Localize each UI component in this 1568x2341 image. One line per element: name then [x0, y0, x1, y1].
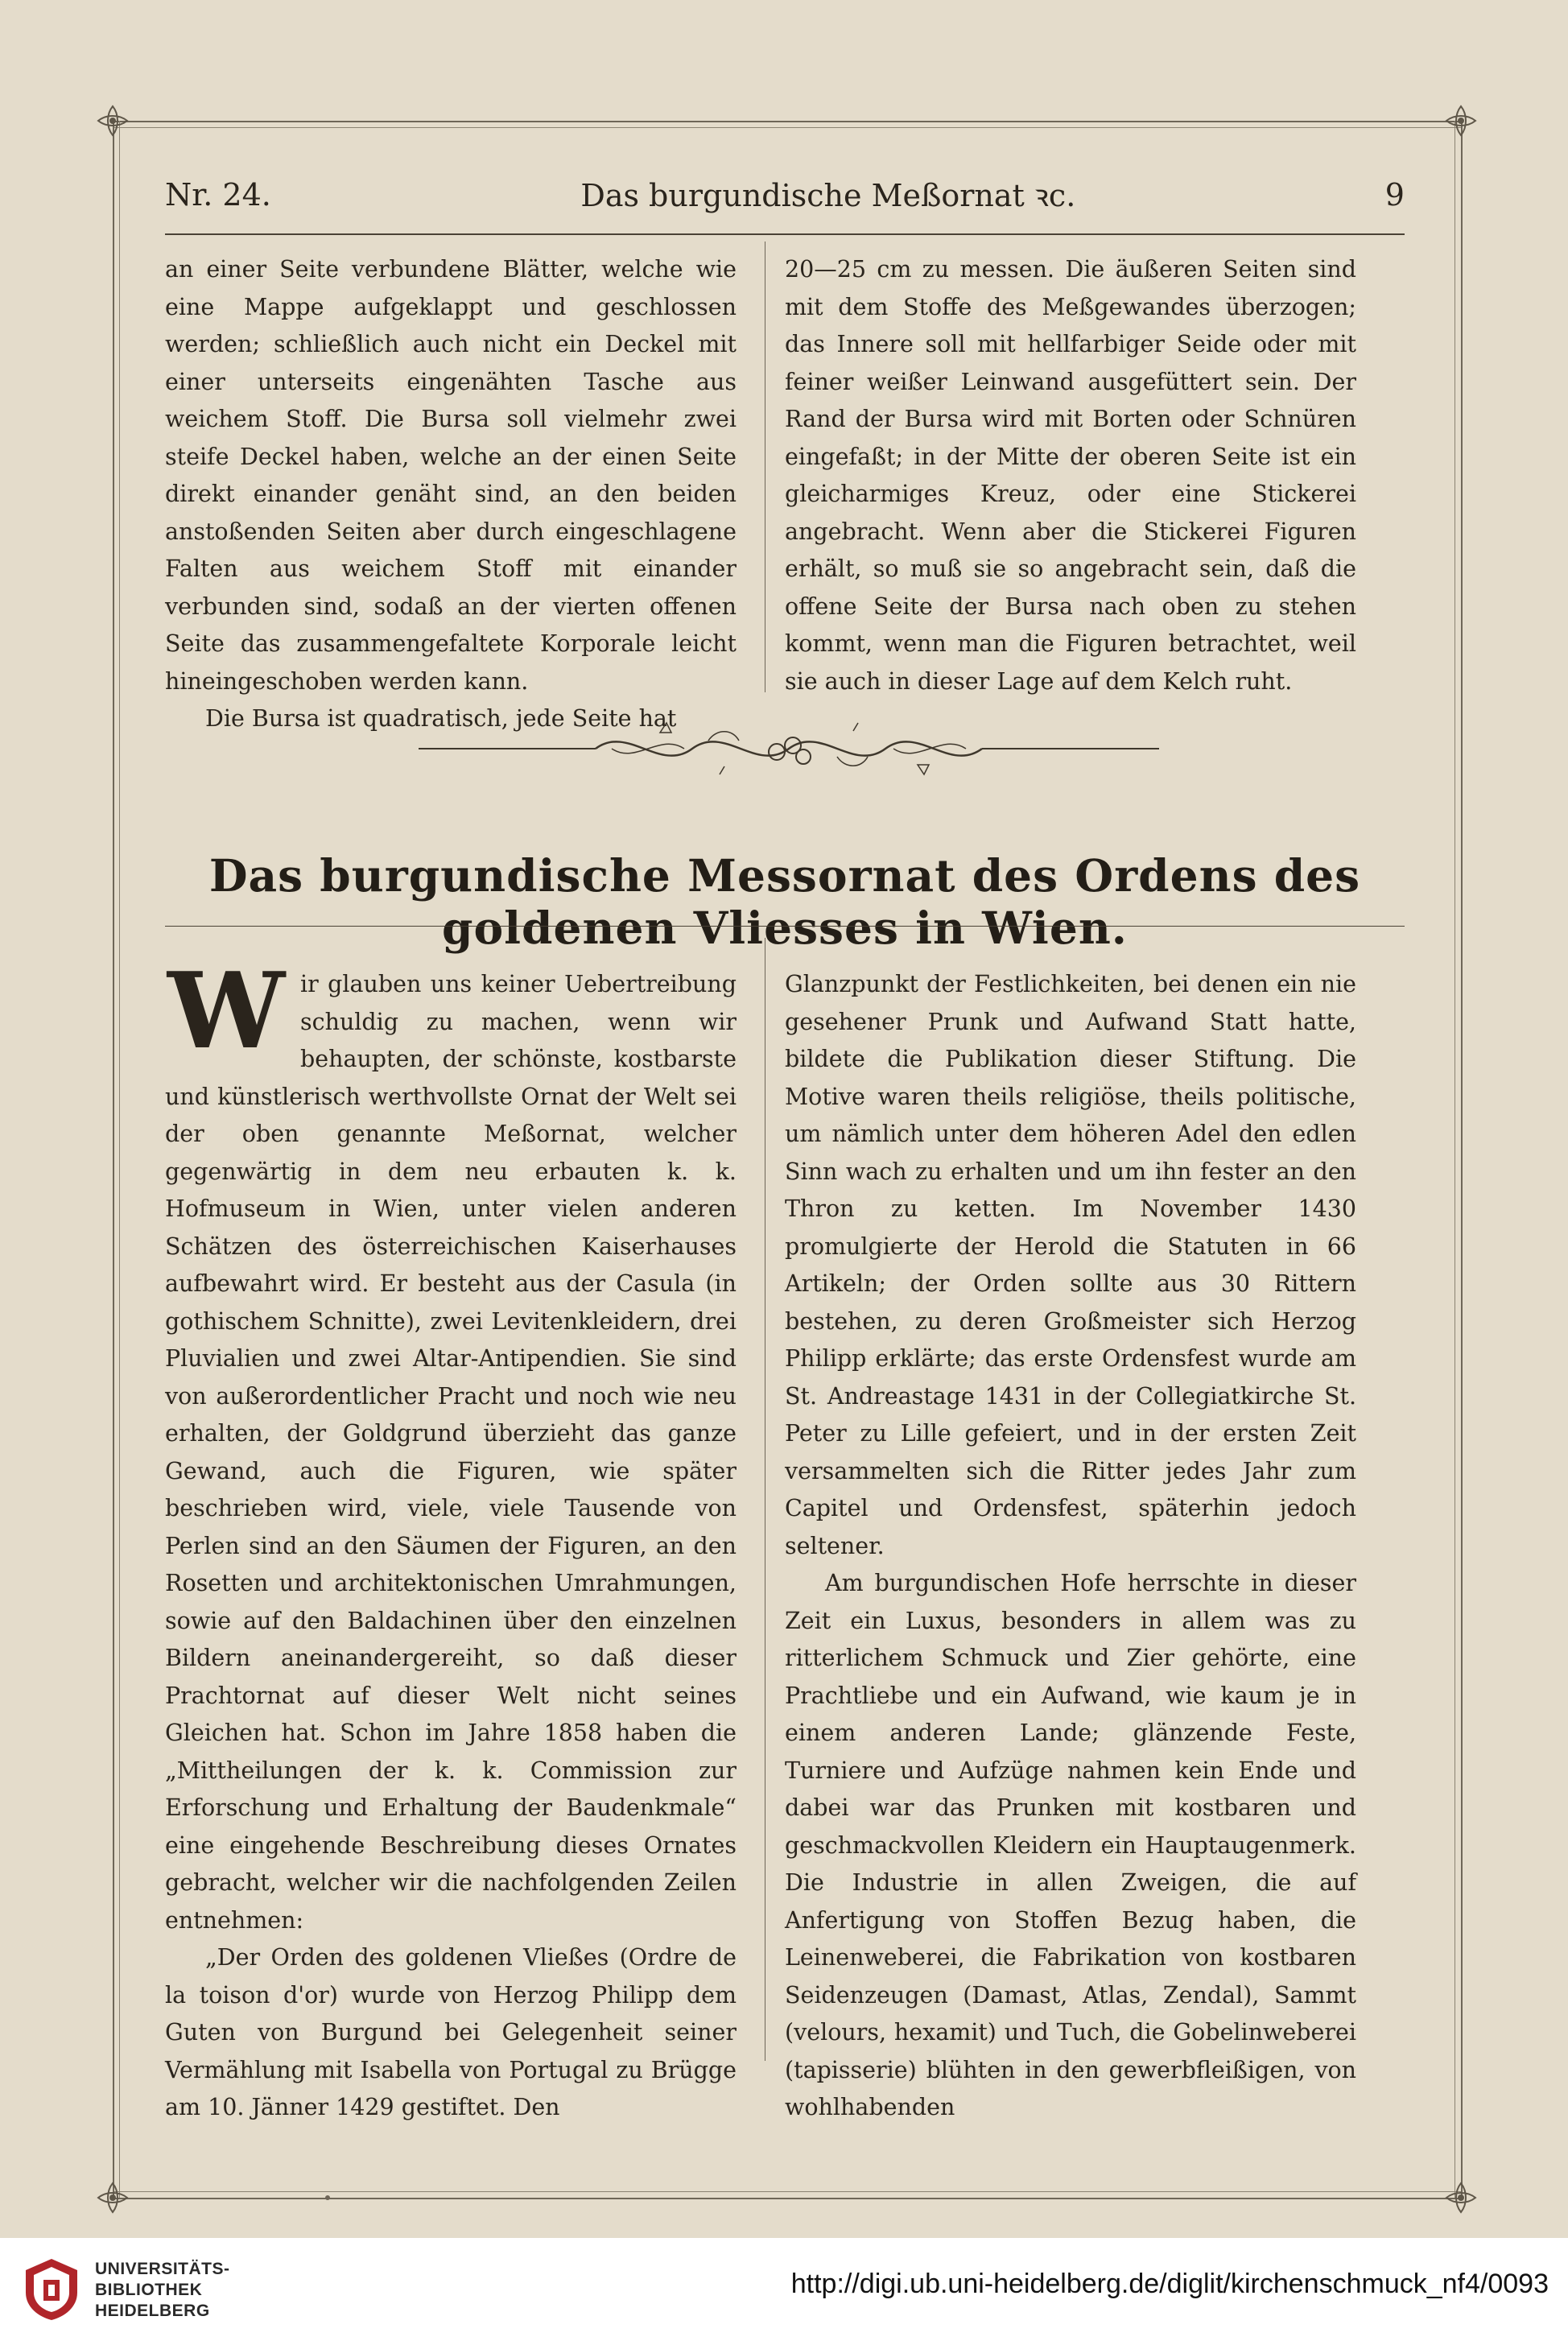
digitization-footer — [0, 2238, 1568, 2341]
header-rule — [165, 233, 1405, 235]
article-left-column — [165, 949, 737, 2127]
frame-top-rule — [113, 121, 1461, 122]
paragraph: 20—25 cm zu messen. Die äußeren Seiten sind mit dem Stoffe des Meßgewandes überzogen; das Innere soll mit hellfarbiger Seide oder mit feiner weißer Leinwand ausgefüttert sein. Der Rand der Bursa wird mit Borten oder Schnüren eingefaßt; in der Mitte der oberen Seite ist ein gleicharmiges Kreuz, oder eine Stickerei angebracht. Wenn aber die Stickerei Figuren erhält, so muß sie so angebracht sein, daß die offene Seite der Bursa nach oben zu stehen kommt, wenn man die Figuren betrachtet, weil sie auch in dieser Lage auf dem Kelch ruht. — [785, 256, 1356, 695]
running-title: Das burgundische Meßornat ꝛc. — [580, 178, 1076, 213]
top-left-column — [165, 251, 737, 738]
paragraph: „Der Orden des goldenen Vließes (Ordre de la toison d'or) wurde von Herzog Philipp dem Guten von Burgund bei Gelegenheit seiner Vermählung mit Isabella von Portugal zu Brügge am 10. Jänner 1429 gestiftet. Den — [165, 1944, 737, 2120]
frame-bottom-rule-inner — [113, 2191, 1461, 2192]
frame-top-rule-inner — [113, 127, 1461, 128]
frame-left-rule-inner — [119, 121, 120, 2198]
source-url[interactable]: http://digi.ub.uni-heidelberg.de/diglit/kirchenschmuck_nf4/0093 — [790, 2269, 1549, 2299]
running-header — [165, 171, 1405, 219]
corner-ornament-icon — [95, 103, 130, 138]
paragraph: an einer Seite verbundene Blätter, welche wie eine Mappe aufgeklappt und geschlossen werden; schließlich auch nicht ein Deckel mit einer unterseits eingenähten Tasche aus weichem Stoff. Die Bursa soll vielmehr zwei steife Deckel haben, welche an der einen Seite direkt einander genäht sind, an den beiden anstoßenden Seiten aber durch eingeschlagene Falten aus weichem Stoff mit einander verbunden sind, sodaß an der vierten offenen Seite das zusammengefaltete Korporale leicht hineingeschoben werden kann. — [165, 256, 737, 695]
corner-ornament-icon — [1443, 2180, 1479, 2215]
frame-bottom-rule — [113, 2198, 1461, 2199]
paragraph: Glanzpunkt der Festlichkeiten, bei denen ein nie gesehener Prunk und Aufwand Statt hatte, bildete die Publikation dieser Stiftung. Die Motive waren theils religiöse, theils politische, um nämlich unter dem höheren Adel den edlen Sinn wach zu erhalten und um ihn fester an den Thron zu ketten. Im November 1430 promulgierte der Herold die Statuten in 66 Artikeln; der Orden sollte aus 30 Rittern bestehen, zu deren Großmeister sich Herzog Philipp erklärte; das erste Ordensfest wurde am St. Andreastage 1431 in der Collegiatkirche St. Peter zu Lille gefeiert, und in der ersten Zeit versammelten sich die Ritter jedes Jahr zum Capitel und Ordensfest, späterhin jedoch seltener. — [785, 971, 1356, 1559]
article-right-column — [785, 966, 1356, 2127]
library-name: UNIVERSITÄTS- BIBLIOTHEK HEIDELBERG — [95, 2260, 230, 2320]
university-seal-icon — [19, 2256, 84, 2323]
drop-cap: W — [167, 949, 285, 1072]
print-mark — [325, 2195, 330, 2200]
top-right-column — [785, 251, 1356, 700]
article-title: Das burgundische Messornat des Ordens des goldenen Vliesses in Wien. — [208, 849, 1361, 954]
frame-left-rule — [113, 121, 114, 2198]
paragraph: Die Bursa ist quadratisch, jede Seite hat — [205, 705, 677, 732]
title-rule — [165, 926, 1405, 927]
paragraph: Am burgundischen Hofe herrschte in dieser Zeit ein Luxus, besonders in allem was zu ritterlichem Schmuck und Zier gehörte, eine Prachtliebe und ein Aufwand, wie kaum je in einem anderen Lande; glänzende Feste, Turniere und Aufzüge nahmen kein Ende und dabei war das Prunken mit kostbaren und geschmackvollen Kleidern ein Hauptaugenmerk. Die Industrie in allen Zweigen, die auf Anfertigung von Stoffen Bezug haben, die Leinenweberei, die Fabrikation von kostbaren Seidenzeugen (Damast, Atlas, Zendal), Sammt (velours, hexamit) und Tuch, die Gobelinweberei (tapisserie) blühten in den gewerbfleißigen, von wohlhabenden — [785, 1570, 1356, 2120]
paragraph: ir glauben uns keiner Uebertreibung schuldig zu machen, wenn wir behaupten, der schönste, kostbarste und künstlerisch werthvollste Ornat der Welt sei der oben genannte Meßornat, welcher gegenwärtig in dem neu erbauten k. k. Hofmuseum in Wien, unter vielen anderen Schätzen des österreichischen Kaiserhauses aufbewahrt wird. Er besteht aus der Casula (in gothischem Schnitte), zwei Levitenkleidern, drei Pluvialien und zwei Altar-Antipendien. Sie sind von außerordentlicher Pracht und noch wie neu erhalten, der Goldgrund überzieht das ganze Gewand, auch die Figuren, wie später beschrieben wird, viele, viele Tausende von Perlen sind an den Säumen der Figuren, an den Rosetten und architektonischen Umrahmungen, sowie auf den Baldachinen über den einzelnen Bildern aneinandergereiht, so daß dieser Prachtornat auf dieser Welt nicht seines Gleichen hat. Schon im Jahre 1858 haben die „Mittheilungen der k. k. Commission zur Erforschung und Erhaltung der Baudenkmale“ eine eingehende Beschreibung dieses Ornates gebracht, welcher wir die nachfolgenden Zeilen entnehmen: — [165, 971, 737, 1934]
corner-ornament-icon — [1443, 103, 1479, 138]
issue-number: Nr. 24. — [165, 177, 271, 213]
frame-right-rule — [1461, 121, 1463, 2198]
corner-ornament-icon — [95, 2180, 130, 2215]
page-number: 9 — [1384, 177, 1405, 213]
vine-ornament-icon — [419, 716, 1159, 781]
